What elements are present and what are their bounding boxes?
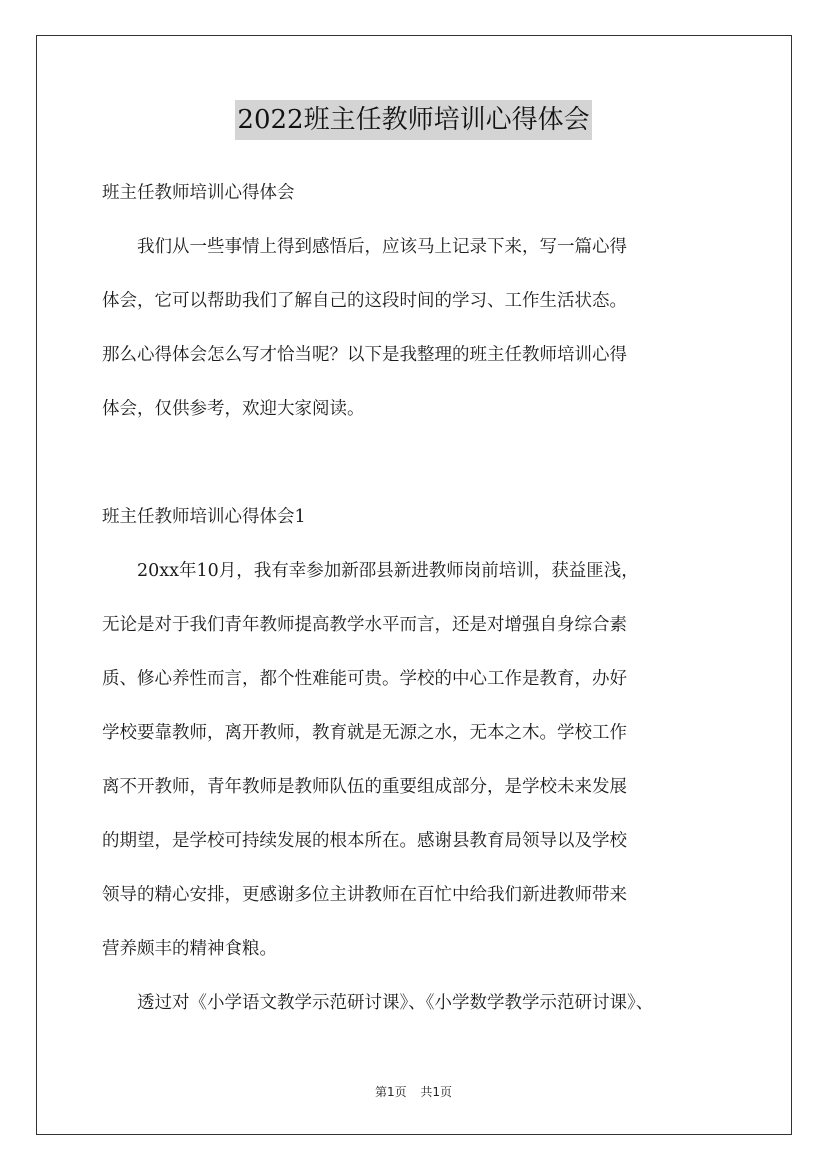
section-1-paragraph: [102, 544, 732, 976]
paragraph-line: 透过对《小学语文教学示范研讨课》、《小学数学教学示范研讨课》、: [137, 993, 654, 1013]
title-container: [0, 100, 827, 140]
paragraph-line: 体会，它可以帮助我们了解自己的这段时间的学习、工作生活状态。: [102, 291, 627, 311]
paragraph-line: 的期望，是学校可持续发展的根本所在。感谢县教育局领导以及学校: [102, 831, 627, 851]
paragraph-line: 无论是对于我们青年教师提高教学水平而言，还是对增强自身综合素: [102, 615, 627, 635]
page-number: 第1页: [374, 1085, 407, 1099]
paragraph-line: 学校要靠教师，离开教师，教育就是无源之水，无本之木。学校工作: [102, 723, 627, 743]
page-footer: [0, 1083, 827, 1100]
document-title: 2022班主任教师培训心得体会: [235, 100, 591, 140]
paragraph-line: 20xx年10月，我有幸参加新邵县新进教师岗前培训，获益匪浅，: [137, 561, 639, 581]
section-heading-intro: 班主任教师培训心得体会: [102, 183, 295, 203]
paragraph-line: 离不开教师，青年教师是教师队伍的重要组成部分，是学校未来发展: [102, 777, 627, 797]
paragraph-line: 那么心得体会怎么写才恰当呢？以下是我整理的班主任教师培训心得: [102, 345, 627, 365]
paragraph-line: 我们从一些事情上得到感悟后，应该马上记录下来，写一篇心得: [137, 237, 627, 257]
intro-paragraph: [102, 220, 732, 436]
paragraph-line: 质、修心养性而言，都个性难能可贵。学校的中心工作是教育，办好: [102, 669, 627, 689]
section-1-paragraph-continued: [102, 976, 732, 1030]
section-heading-1: 班主任教师培训心得体会1: [102, 507, 306, 527]
paragraph-line: 营养颇丰的精神食粮。: [102, 939, 277, 959]
page-total: 共1页: [420, 1085, 453, 1099]
paragraph-line: 领导的精心安排，更感谢多位主讲教师在百忙中给我们新进教师带来: [102, 885, 627, 905]
paragraph-line: 体会，仅供参考，欢迎大家阅读。: [102, 399, 365, 419]
